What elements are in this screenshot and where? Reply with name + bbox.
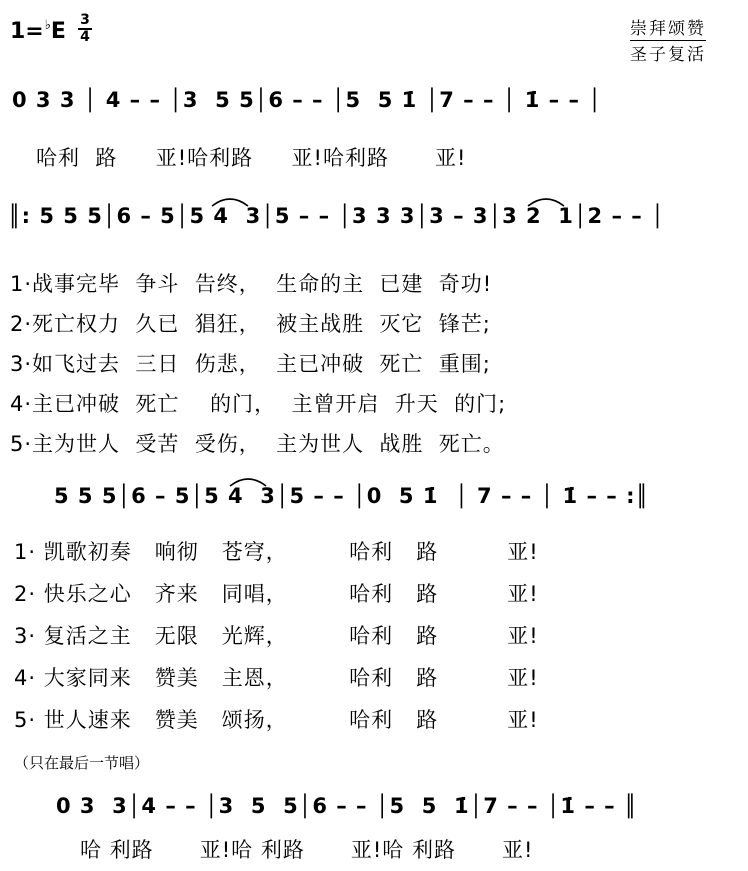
- verse-notation: ║: 5 5 5│6 – 5│5 4 3│5 – – │3 3 3│3 – 3│3 2 1│2 – – │: [8, 204, 665, 228]
- chorus-line-1: 1· 凯歌初奏 响彻 苍穹， 哈利 路 亚!: [14, 540, 539, 564]
- chorus-line-3: 3· 复活之主 无限 光辉， 哈利 路 亚!: [14, 624, 539, 648]
- key-signature: 1=♭E: [10, 18, 66, 44]
- verse-line-1: 1·战事完毕 争斗 告终， 生命的主 已建 奇功!: [10, 272, 493, 296]
- ending-notation: 0 3 3│4 – – │3 5 5│6 – – │5 5 1̇│7 – – │1̇ – – ║: [56, 794, 638, 818]
- verse-line-5: 5·主为世人 受苦 受伤， 主为世人 战胜 死亡。: [10, 432, 505, 456]
- time-signature-top: 3: [80, 12, 90, 28]
- chorus-line-5: 5· 世人速来 赞美 颂扬， 哈利 路 亚!: [14, 708, 539, 732]
- chorus-notation: 5 5 5│6 – 5│5 4 3│5 – – │0 5 1̇ │ 7 – – │ 1̇ – – :║: [54, 484, 650, 508]
- verse-line-4: 4·主已冲破 死亡 的门， 主曾开启 升天 的门;: [10, 392, 507, 416]
- slur-verse-2: [528, 199, 564, 206]
- chorus-line-4: 4· 大家同来 赞美 主恩， 哈利 路 亚!: [14, 666, 539, 690]
- slur-verse-1: [212, 199, 248, 206]
- hymn-subcategory: 圣子复活: [630, 45, 706, 65]
- intro-lyrics: 哈利 路 亚!哈利路 亚!哈利路 亚!: [36, 146, 467, 170]
- last-verse-note: （只在最后一节唱）: [14, 754, 150, 772]
- verse-line-3: 3·如飞过去 三日 伤悲， 主已冲破 死亡 重围;: [10, 352, 491, 376]
- chorus-line-2: 2· 快乐之心 齐来 同唱， 哈利 路 亚!: [14, 582, 539, 606]
- hymn-category: 崇拜颂赞: [630, 19, 706, 39]
- verse-line-2: 2·死亡权力 久已 猖狂， 被主战胜 灭它 锋芒;: [10, 312, 491, 336]
- intro-notation: 0 3 3 │ 4 – – │3 5 5│6 – – │5 5 1̇ │7 – – │ 1̇ – – │: [12, 88, 602, 112]
- ending-lyrics: 哈 利路 亚!哈 利路 亚!哈 利路 亚!: [80, 838, 534, 862]
- slur-chorus-1: [230, 479, 266, 486]
- time-signature-bottom: 4: [80, 29, 90, 45]
